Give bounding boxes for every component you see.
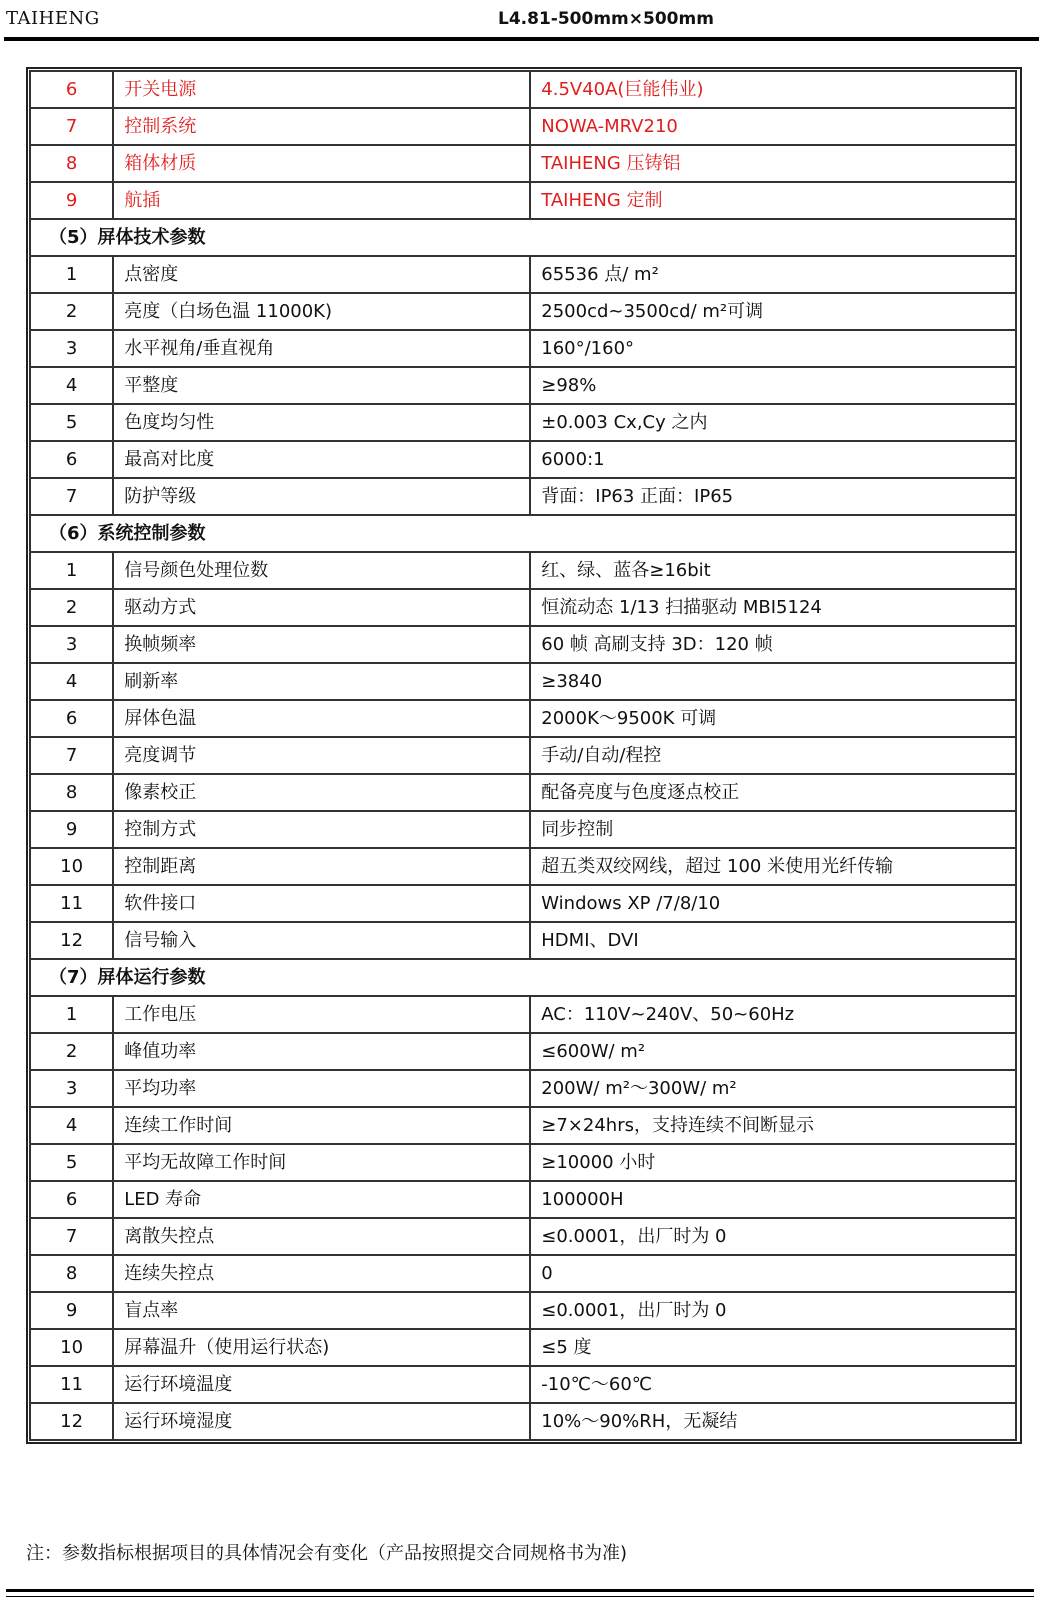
section-title: （6）系统控制参数 xyxy=(30,515,1016,552)
table-row xyxy=(30,552,1016,589)
table-row xyxy=(30,182,1016,219)
table-row xyxy=(30,1144,1016,1181)
table-row xyxy=(30,1107,1016,1144)
param-name: 换帧频率 xyxy=(113,626,530,663)
table-row xyxy=(30,1033,1016,1070)
param-value: ≥10000 小时 xyxy=(530,1144,1016,1181)
footer-rule xyxy=(6,1589,1034,1592)
table-row xyxy=(30,404,1016,441)
row-number: 7 xyxy=(30,478,113,515)
table-row xyxy=(30,478,1016,515)
param-value: TAIHENG 定制 xyxy=(530,182,1016,219)
param-value: 0 xyxy=(530,1255,1016,1292)
param-value: 超五类双绞网线，超过 100 米使用光纤传输 xyxy=(530,848,1016,885)
param-value: ≤600W/ m² xyxy=(530,1033,1016,1070)
param-value: 100000H xyxy=(530,1181,1016,1218)
param-name: LED 寿命 xyxy=(113,1181,530,1218)
row-number: 6 xyxy=(30,441,113,478)
section-header xyxy=(30,959,1016,996)
param-name: 控制系统 xyxy=(113,108,530,145)
row-number: 1 xyxy=(30,256,113,293)
param-name: 连续工作时间 xyxy=(113,1107,530,1144)
table-row xyxy=(30,1292,1016,1329)
row-number: 6 xyxy=(30,71,113,108)
param-value: 恒流动态 1/13 扫描驱动 MBI5124 xyxy=(530,589,1016,626)
param-name: 平均无故障工作时间 xyxy=(113,1144,530,1181)
row-number: 1 xyxy=(30,996,113,1033)
row-number: 9 xyxy=(30,1292,113,1329)
header-model: L4.81-500mm×500mm xyxy=(498,9,714,29)
param-name: 最高对比度 xyxy=(113,441,530,478)
row-number: 10 xyxy=(30,1329,113,1366)
param-value: 同步控制 xyxy=(530,811,1016,848)
table-row xyxy=(30,996,1016,1033)
row-number: 10 xyxy=(30,848,113,885)
table-row xyxy=(30,737,1016,774)
row-number: 7 xyxy=(30,737,113,774)
table-row xyxy=(30,922,1016,959)
row-number: 4 xyxy=(30,1107,113,1144)
spec-table-frame xyxy=(26,67,1022,1444)
param-name: 屏体色温 xyxy=(113,700,530,737)
param-name: 运行环境湿度 xyxy=(113,1403,530,1440)
table-row xyxy=(30,330,1016,367)
table-row xyxy=(30,1218,1016,1255)
header-rule xyxy=(4,37,1039,41)
section-header xyxy=(30,219,1016,256)
table-row xyxy=(30,293,1016,330)
param-value: AC：110V~240V、50~60Hz xyxy=(530,996,1016,1033)
table-row xyxy=(30,1181,1016,1218)
table-row xyxy=(30,774,1016,811)
param-value: 配备亮度与色度逐点校正 xyxy=(530,774,1016,811)
param-value: -10℃～60℃ xyxy=(530,1366,1016,1403)
row-number: 8 xyxy=(30,145,113,182)
section-header xyxy=(30,515,1016,552)
param-name: 峰值功率 xyxy=(113,1033,530,1070)
table-row xyxy=(30,811,1016,848)
param-name: 水平视角/垂直视角 xyxy=(113,330,530,367)
param-name: 开关电源 xyxy=(113,71,530,108)
table-row xyxy=(30,700,1016,737)
table-row xyxy=(30,1403,1016,1440)
table-row xyxy=(30,108,1016,145)
table-row xyxy=(30,589,1016,626)
param-name: 亮度（白场色温 11000K) xyxy=(113,293,530,330)
param-name: 连续失控点 xyxy=(113,1255,530,1292)
param-name: 平整度 xyxy=(113,367,530,404)
param-value: NOWA-MRV210 xyxy=(530,108,1016,145)
param-value: ≤5 度 xyxy=(530,1329,1016,1366)
header-brand: TAIHENG xyxy=(6,8,100,29)
row-number: 2 xyxy=(30,293,113,330)
param-name: 箱体材质 xyxy=(113,145,530,182)
param-name: 平均功率 xyxy=(113,1070,530,1107)
table-row xyxy=(30,71,1016,108)
param-value: HDMI、DVI xyxy=(530,922,1016,959)
row-number: 8 xyxy=(30,774,113,811)
row-number: 3 xyxy=(30,330,113,367)
row-number: 4 xyxy=(30,367,113,404)
table-row xyxy=(30,885,1016,922)
param-value: Windows XP /7/8/10 xyxy=(530,885,1016,922)
table-row xyxy=(30,256,1016,293)
table-row xyxy=(30,1329,1016,1366)
table-row xyxy=(30,1070,1016,1107)
row-number: 11 xyxy=(30,1366,113,1403)
row-number: 12 xyxy=(30,922,113,959)
param-value: 60 帧 高刷支持 3D：120 帧 xyxy=(530,626,1016,663)
param-name: 刷新率 xyxy=(113,663,530,700)
param-value: 4.5V40A(巨能伟业) xyxy=(530,71,1016,108)
param-value: 手动/自动/程控 xyxy=(530,737,1016,774)
row-number: 8 xyxy=(30,1255,113,1292)
spec-table xyxy=(29,70,1017,1441)
section-title: （5）屏体技术参数 xyxy=(30,219,1016,256)
param-value: 红、绿、蓝各≥16bit xyxy=(530,552,1016,589)
row-number: 9 xyxy=(30,182,113,219)
param-name: 控制方式 xyxy=(113,811,530,848)
row-number: 11 xyxy=(30,885,113,922)
footer-rule-thin xyxy=(6,1596,1034,1597)
param-name: 航插 xyxy=(113,182,530,219)
row-number: 9 xyxy=(30,811,113,848)
row-number: 6 xyxy=(30,1181,113,1218)
param-value: ≤0.0001，出厂时为 0 xyxy=(530,1292,1016,1329)
row-number: 6 xyxy=(30,700,113,737)
row-number: 12 xyxy=(30,1403,113,1440)
param-name: 像素校正 xyxy=(113,774,530,811)
param-name: 离散失控点 xyxy=(113,1218,530,1255)
param-name: 驱动方式 xyxy=(113,589,530,626)
table-row xyxy=(30,145,1016,182)
param-name: 亮度调节 xyxy=(113,737,530,774)
param-name: 防护等级 xyxy=(113,478,530,515)
table-row xyxy=(30,367,1016,404)
param-name: 控制距离 xyxy=(113,848,530,885)
param-value: TAIHENG 压铸铝 xyxy=(530,145,1016,182)
row-number: 3 xyxy=(30,1070,113,1107)
param-value: 200W/ m²～300W/ m² xyxy=(530,1070,1016,1107)
section-title: （7）屏体运行参数 xyxy=(30,959,1016,996)
row-number: 2 xyxy=(30,589,113,626)
param-value: 2000K～9500K 可调 xyxy=(530,700,1016,737)
row-number: 5 xyxy=(30,1144,113,1181)
table-row xyxy=(30,663,1016,700)
table-row xyxy=(30,848,1016,885)
param-value: ≥7×24hrs，支持连续不间断显示 xyxy=(530,1107,1016,1144)
row-number: 4 xyxy=(30,663,113,700)
param-value: 65536 点/ m² xyxy=(530,256,1016,293)
row-number: 1 xyxy=(30,552,113,589)
param-value: ≤0.0001，出厂时为 0 xyxy=(530,1218,1016,1255)
row-number: 7 xyxy=(30,108,113,145)
param-name: 信号颜色处理位数 xyxy=(113,552,530,589)
param-value: ≥98% xyxy=(530,367,1016,404)
param-name: 软件接口 xyxy=(113,885,530,922)
row-number: 7 xyxy=(30,1218,113,1255)
row-number: 2 xyxy=(30,1033,113,1070)
param-name: 点密度 xyxy=(113,256,530,293)
table-row xyxy=(30,626,1016,663)
param-value: 2500cd~3500cd/ m²可调 xyxy=(530,293,1016,330)
param-name: 盲点率 xyxy=(113,1292,530,1329)
table-row xyxy=(30,441,1016,478)
param-value: 10%～90%RH，无凝结 xyxy=(530,1403,1016,1440)
table-row xyxy=(30,1366,1016,1403)
table-row xyxy=(30,1255,1016,1292)
param-value: 背面：IP63 正面：IP65 xyxy=(530,478,1016,515)
param-name: 屏幕温升（使用运行状态) xyxy=(113,1329,530,1366)
param-name: 色度均匀性 xyxy=(113,404,530,441)
param-name: 信号输入 xyxy=(113,922,530,959)
row-number: 5 xyxy=(30,404,113,441)
param-value: 6000:1 xyxy=(530,441,1016,478)
param-value: 160°/160° xyxy=(530,330,1016,367)
param-value: ≥3840 xyxy=(530,663,1016,700)
param-value: ±0.003 Cx,Cy 之内 xyxy=(530,404,1016,441)
param-name: 工作电压 xyxy=(113,996,530,1033)
footnote: 注：参数指标根据项目的具体情况会有变化（产品按照提交合同规格书为准) xyxy=(26,1543,628,1564)
param-name: 运行环境温度 xyxy=(113,1366,530,1403)
row-number: 3 xyxy=(30,626,113,663)
